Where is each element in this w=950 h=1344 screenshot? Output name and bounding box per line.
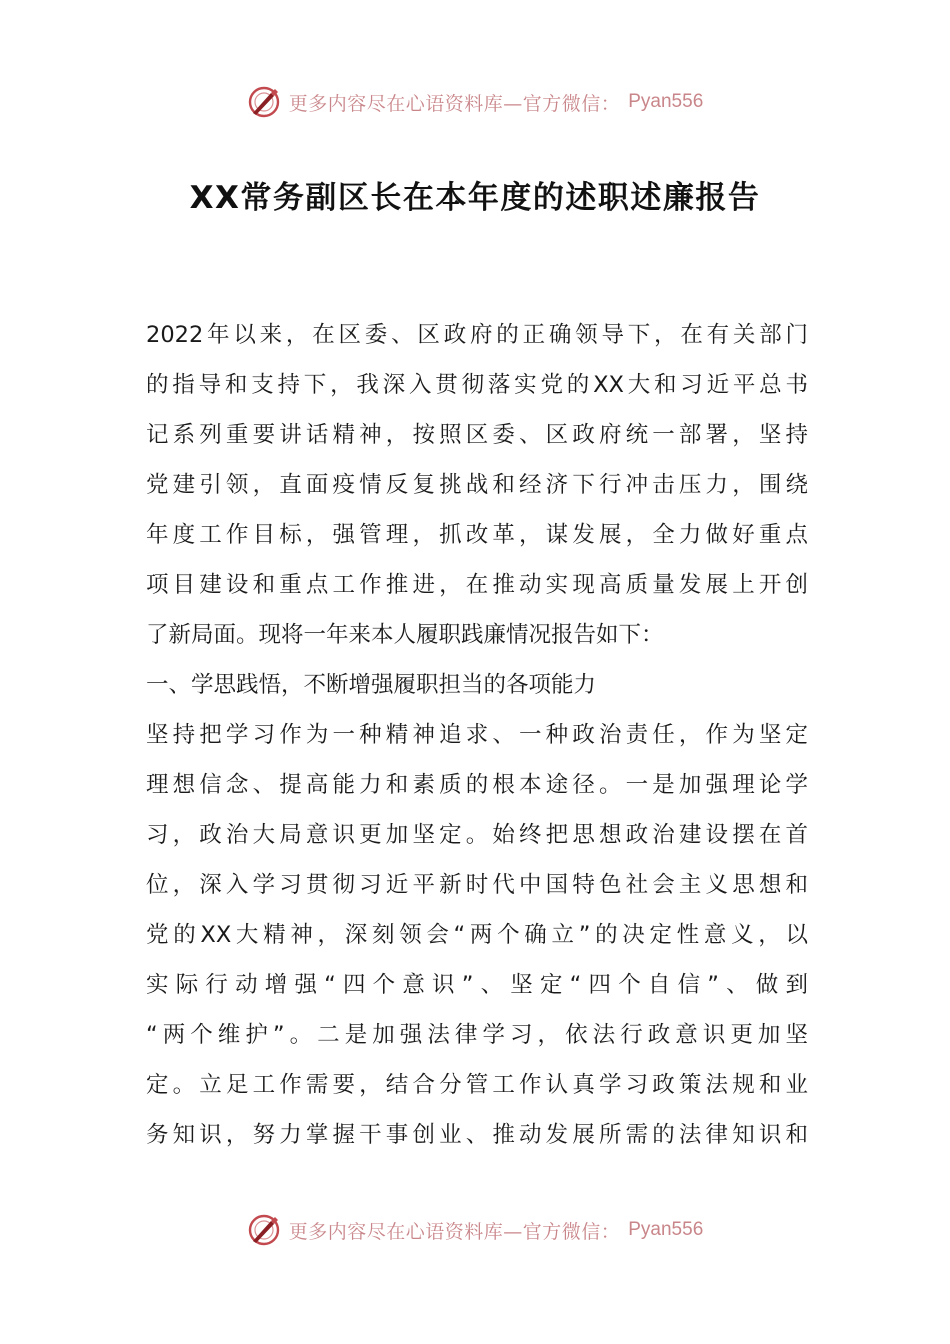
body-line: 记系列重要讲话精神，按照区委、区政府统一部署，坚持 [146, 422, 808, 448]
pen-circle-logo-icon [247, 1213, 281, 1247]
watermark-handle: Pyan556 [628, 91, 704, 112]
body-line: 实际行动增强“四个意识”、坚定“四个自信”、做到 [146, 972, 808, 998]
section-heading: 一、学思践悟，不断增强履职担当的各项能力 [146, 672, 597, 698]
body-line: 年度工作目标，强管理，抓改革，谋发展，全力做好重点 [146, 522, 808, 548]
body-line: 习，政治大局意识更加坚定。始终把思想政治建设摆在首 [146, 822, 808, 848]
body-line: 2022年以来，在区委、区政府的正确领导下，在有关部门 [146, 322, 808, 348]
document-body [146, 310, 808, 1160]
watermark-handle: Pyan556 [628, 1219, 704, 1240]
document-title: XX常务副区长在本年度的述职述廉报告 [189, 180, 761, 216]
body-line: 党的XX大精神，深刻领会“两个确立”的决定性意义，以 [146, 922, 808, 948]
body-line: “两个维护”。二是加强法律学习，依法行政意识更加坚 [146, 1022, 808, 1048]
body-line: 务知识，努力掌握干事创业、推动发展所需的法律知识和 [146, 1122, 808, 1148]
watermark-text: 更多内容尽在心语资料库—官方微信： [288, 1220, 621, 1243]
footer-watermark [0, 1210, 950, 1250]
body-line: 定。立足工作需要，结合分管工作认真学习政策法规和业 [146, 1072, 808, 1098]
body-line: 理想信念、提高能力和素质的根本途径。一是加强理论学 [146, 772, 808, 798]
body-line: 了新局面。现将一年来本人履职践廉情况报告如下： [146, 622, 664, 648]
watermark-text: 更多内容尽在心语资料库—官方微信： [288, 92, 621, 115]
body-line: 党建引领，直面疫情反复挑战和经济下行冲击压力，围绕 [146, 472, 808, 498]
body-line: 的指导和支持下，我深入贯彻落实党的XX大和习近平总书 [146, 372, 808, 398]
pen-circle-logo-icon [247, 85, 281, 119]
body-line: 位，深入学习贯彻习近平新时代中国特色社会主义思想和 [146, 872, 808, 898]
body-line: 项目建设和重点工作推进，在推动实现高质量发展上开创 [146, 572, 808, 598]
header-watermark [0, 82, 950, 122]
body-line: 坚持把学习作为一种精神追求、一种政治责任，作为坚定 [146, 722, 808, 748]
